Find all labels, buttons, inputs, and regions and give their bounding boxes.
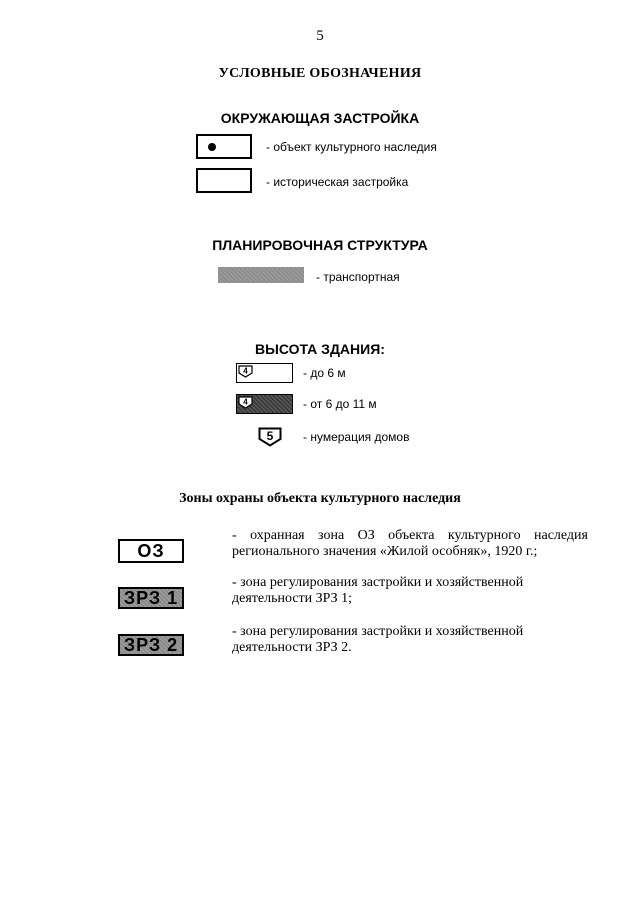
floor-count-badge-icon (238, 365, 253, 378)
zrz2-zone-line-2: деятельности ЗРЗ 2. (232, 640, 352, 655)
heritage-dot-icon (208, 143, 216, 151)
surrounding-buildings-heading: ОКРУЖАЮЩАЯ ЗАСТРОЙКА (220, 110, 420, 126)
transport-label: - транспортная (316, 270, 400, 284)
floor-count-badge-icon (238, 396, 253, 409)
historic-building-label: - историческая застройка (266, 175, 409, 189)
page-number: 5 (316, 28, 324, 44)
building-height-heading: ВЫСОТА ЗДАНИЯ: (255, 341, 385, 357)
zrz1-zone-line-1: - зона регулирования застройки и хозяйственной (232, 575, 524, 590)
protection-zones-heading: Зоны охраны объекта культурного наследия (179, 491, 461, 506)
house-numbering-label: - нумерация домов (303, 430, 410, 444)
height-low-symbol (236, 363, 293, 383)
zrz2-zone-line-1: - зона регулирования застройки и хозяйственной (232, 624, 524, 639)
zrz1-zone-description (232, 575, 588, 607)
oz-zone-line-2: регионального значения «Жилой особняк», 1920 г.; (232, 544, 538, 559)
oz-zone-line-1: - охранная зона ОЗ объекта культурного наследия (232, 528, 588, 543)
house-number-text: 5 (266, 429, 274, 443)
planning-structure-heading: ПЛАНИРОВОЧНАЯ СТРУКТУРА (212, 237, 428, 253)
zrz2-zone-description (232, 624, 588, 656)
floor-count-text: 4 (243, 366, 248, 376)
floor-count-text: 4 (243, 397, 248, 407)
height-low-label: - до 6 м (303, 366, 346, 380)
legend-title: УСЛОВНЫЕ ОБОЗНАЧЕНИЯ (218, 66, 422, 81)
zrz2-zone-badge: ЗРЗ 2 (118, 634, 184, 656)
zrz1-zone-badge: ЗРЗ 1 (118, 587, 184, 609)
historic-building-symbol (196, 168, 252, 193)
transport-swatch (218, 267, 304, 283)
heritage-object-label: - объект культурного наследия (266, 140, 437, 154)
house-number-pentagon-icon (258, 427, 282, 447)
zrz1-zone-line-2: деятельности ЗРЗ 1; (232, 591, 353, 606)
oz-zone-description (232, 528, 588, 560)
height-mid-label: - от 6 до 11 м (303, 397, 377, 411)
oz-zone-badge: ОЗ (118, 539, 184, 563)
heritage-object-symbol (196, 134, 252, 159)
height-mid-symbol (236, 394, 293, 414)
